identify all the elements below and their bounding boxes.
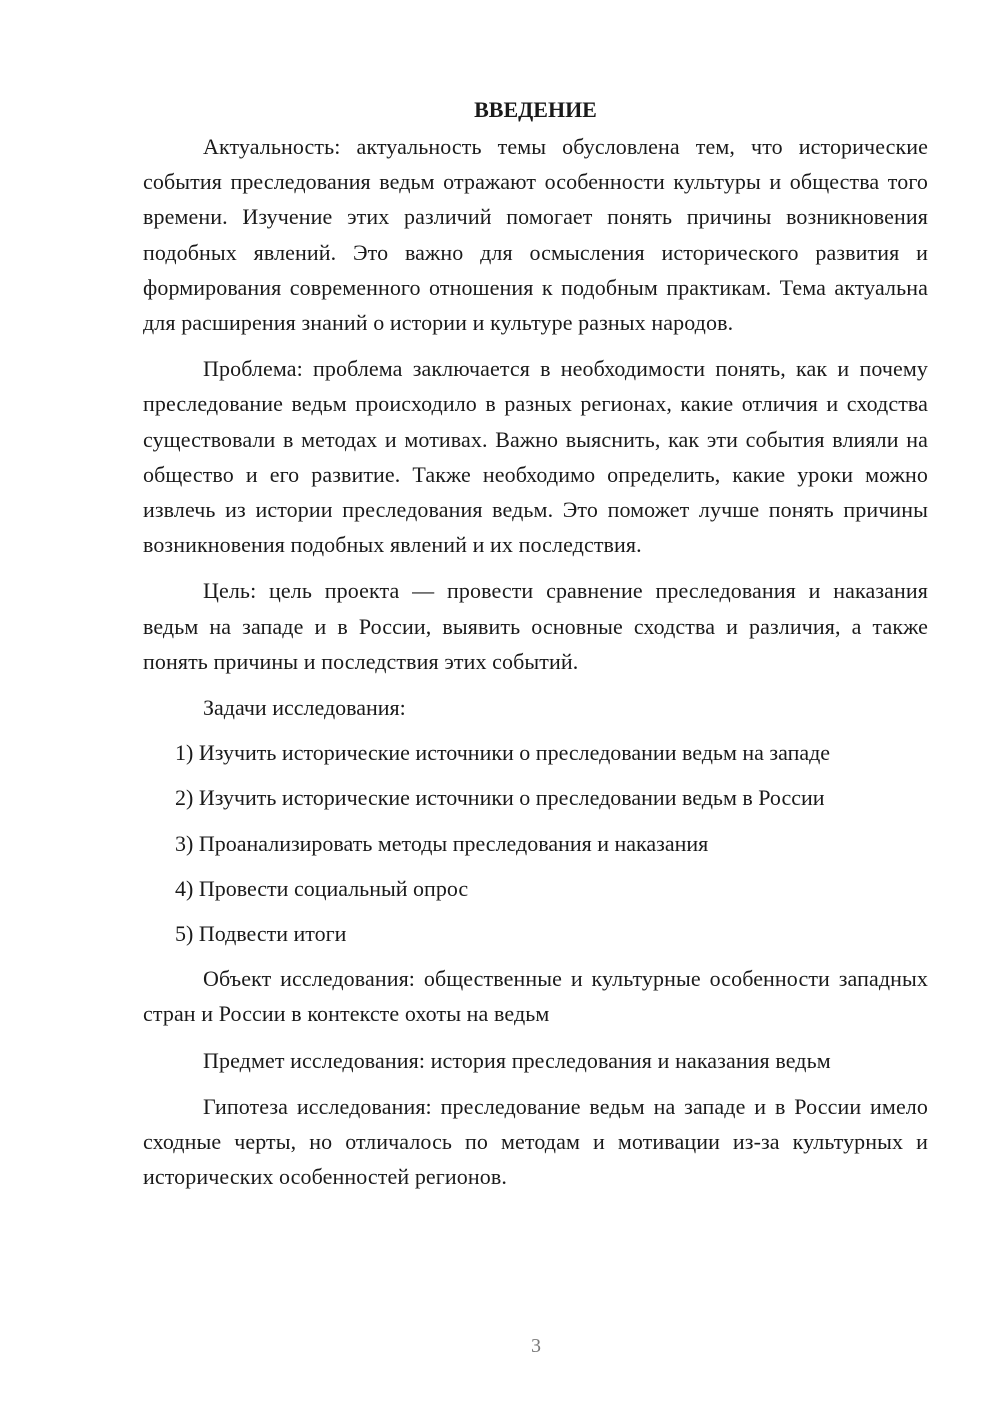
paragraph-hypothesis: Гипотеза исследования: преследование ведьм на западе и в России имело сходные черты, но отличалось по методам и мотивации из-за культурных и исторических особенностей регионов. bbox=[143, 1093, 928, 1190]
paragraph-relevance: Актуальность: актуальность темы обусловлена тем, что исторические события преследования ведьм отражают особенности культуры и общества того времени. Изучение этих различий помогает понять причины возникновения подобных явлений. Это важно для осмысления исторического развития и формирования современного отношения к подобным практикам. Тема актуальна для расширения знаний о истории и культуре разных народов. bbox=[143, 134, 928, 336]
document-page bbox=[143, 95, 928, 1205]
task-item: 3) Проанализировать методы преследования и наказания bbox=[175, 830, 709, 856]
task-item: 2) Изучить исторические источники о преследовании ведьм в России bbox=[175, 785, 825, 811]
task-item: 4) Провести социальный опрос bbox=[175, 875, 469, 901]
paragraph-subject: Предмет исследования: история преследования и наказания ведьм bbox=[203, 1047, 831, 1073]
paragraph-problem: Проблема: проблема заключается в необходимости понять, как и почему преследование ведьм происходило в разных регионах, какие отличия и сходства существовали в методах и мотивах. Важно выяснить, как эти события влияли на общество и его развитие. Также необходимо определить, какие уроки можно извлечь из истории преследования ведьм. Это поможет лучше понять причины возникновения подобных явлений и их последствия. bbox=[143, 356, 928, 558]
task-item: 1) Изучить исторические источники о преследовании ведьм на западе bbox=[175, 740, 831, 766]
page-number: 3 bbox=[531, 1335, 541, 1357]
tasks-heading: Задачи исследования: bbox=[203, 695, 406, 721]
paragraph-goal: Цель: цель проекта — провести сравнение преследования и наказания ведьм на западе и в России, выявить основные сходства и различия, а также понять причины и последствия этих событий. bbox=[143, 578, 928, 674]
paragraph-object: Объект исследования: общественные и культурные особенности западных стран и России в контексте охоты на ведьм bbox=[143, 966, 928, 1027]
task-item: 5) Подвести итоги bbox=[175, 921, 347, 947]
tasks-list bbox=[143, 735, 928, 951]
page-title: ВВЕДЕНИЕ bbox=[474, 97, 597, 122]
